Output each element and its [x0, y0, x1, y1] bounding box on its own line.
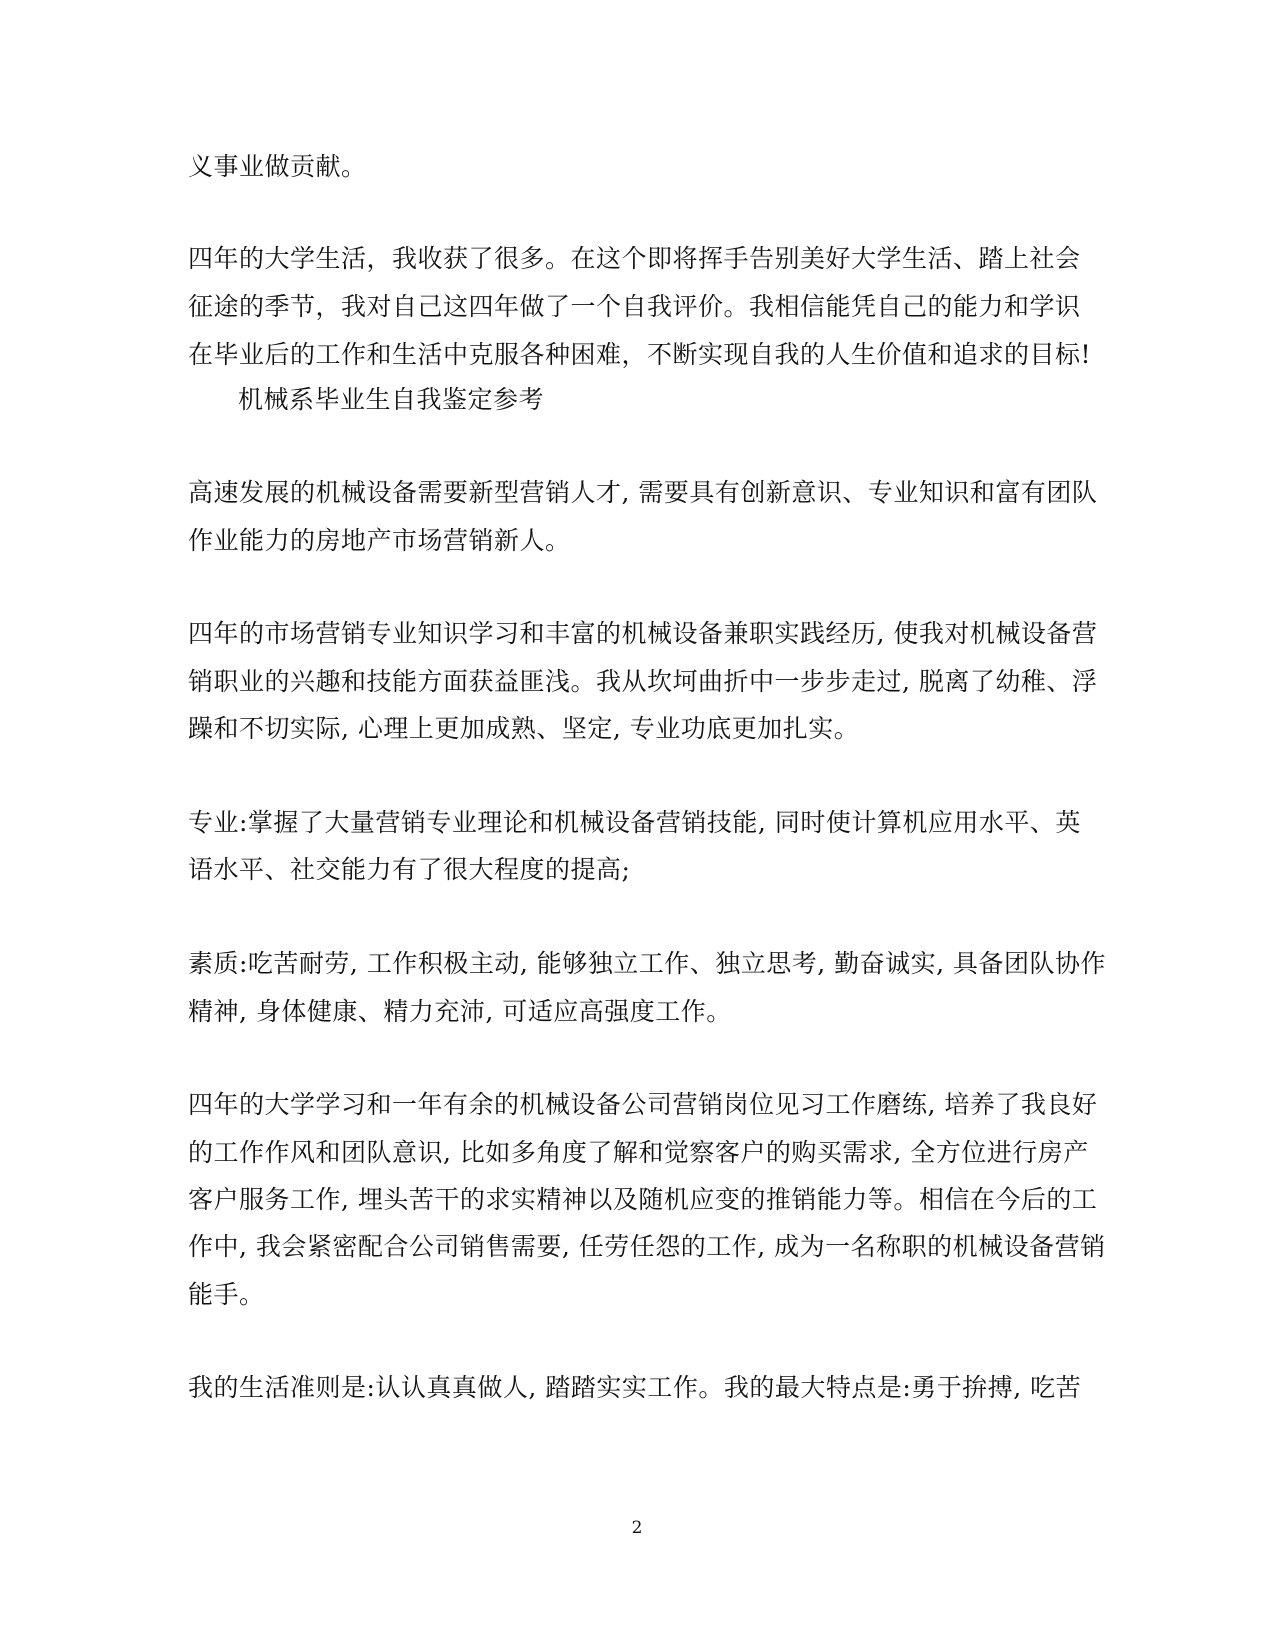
text-line: 的工作作风和团队意识, 比如多角度了解和觉察客户的购买需求, 全方位进行房产	[188, 1138, 1089, 1167]
text-line: 作业能力的房地产市场营销新人。	[188, 526, 571, 555]
text-line: 四年的大学学习和一年有余的机械设备公司营销岗位见习工作磨练, 培养了我良好	[188, 1090, 1098, 1119]
text-line: 义事业做贡献。	[188, 152, 367, 181]
text-line: 精神, 身体健康、精力充沛, 可适应高强度工作。	[188, 997, 732, 1026]
text-line: 作中, 我会紧密配合公司销售需要, 任劳任怨的工作, 成为一名称职的机械设备营销	[188, 1232, 1106, 1261]
text-line: 销职业的兴趣和技能方面获益匪浅。我从坎坷曲折中一步步走过, 脱离了幼稚、浮	[188, 667, 1098, 696]
text-line: 语水平、社交能力有了很大程度的提高;	[188, 855, 631, 884]
text-line: 客户服务工作, 埋头苦干的求实精神以及随机应变的推销能力等。相信在今后的工	[188, 1185, 1098, 1214]
text-line: 在毕业后的工作和生活中克服各种困难，不断实现自我的人生价值和追求的目标!	[188, 340, 1092, 369]
text-line: 专业:掌握了大量营销专业理论和机械设备营销技能, 同时使计算机应用水平、英	[188, 808, 1081, 837]
text-line: 素质:吃苦耐劳, 工作积极主动, 能够独立工作、独立思考, 勤奋诚实, 具备团队协作	[188, 949, 1107, 978]
text-line: 高速发展的机械设备需要新型营销人才, 需要具有创新意识、专业知识和富有团队	[188, 478, 1098, 507]
text-line: 征途的季节，我对自己这四年做了一个自我评价。我相信能凭自己的能力和学识	[188, 292, 1081, 321]
text-line: 躁和不切实际, 心理上更加成熟、坚定, 专业功底更加扎实。	[188, 714, 860, 743]
section-heading: 机械系毕业生自我鉴定参考	[238, 385, 545, 414]
page-number: 2	[631, 1518, 643, 1538]
text-line: 能手。	[188, 1280, 265, 1309]
text-line: 我的生活准则是:认认真真做人, 踏踏实实工作。我的最大特点是:勇于拚搏, 吃苦	[188, 1373, 1082, 1402]
text-line: 四年的大学生活，我收获了很多。在这个即将挥手告别美好大学生活、踏上社会	[188, 244, 1081, 273]
text-line: 四年的市场营销专业知识学习和丰富的机械设备兼职实践经历, 使我对机械设备营	[188, 619, 1098, 648]
